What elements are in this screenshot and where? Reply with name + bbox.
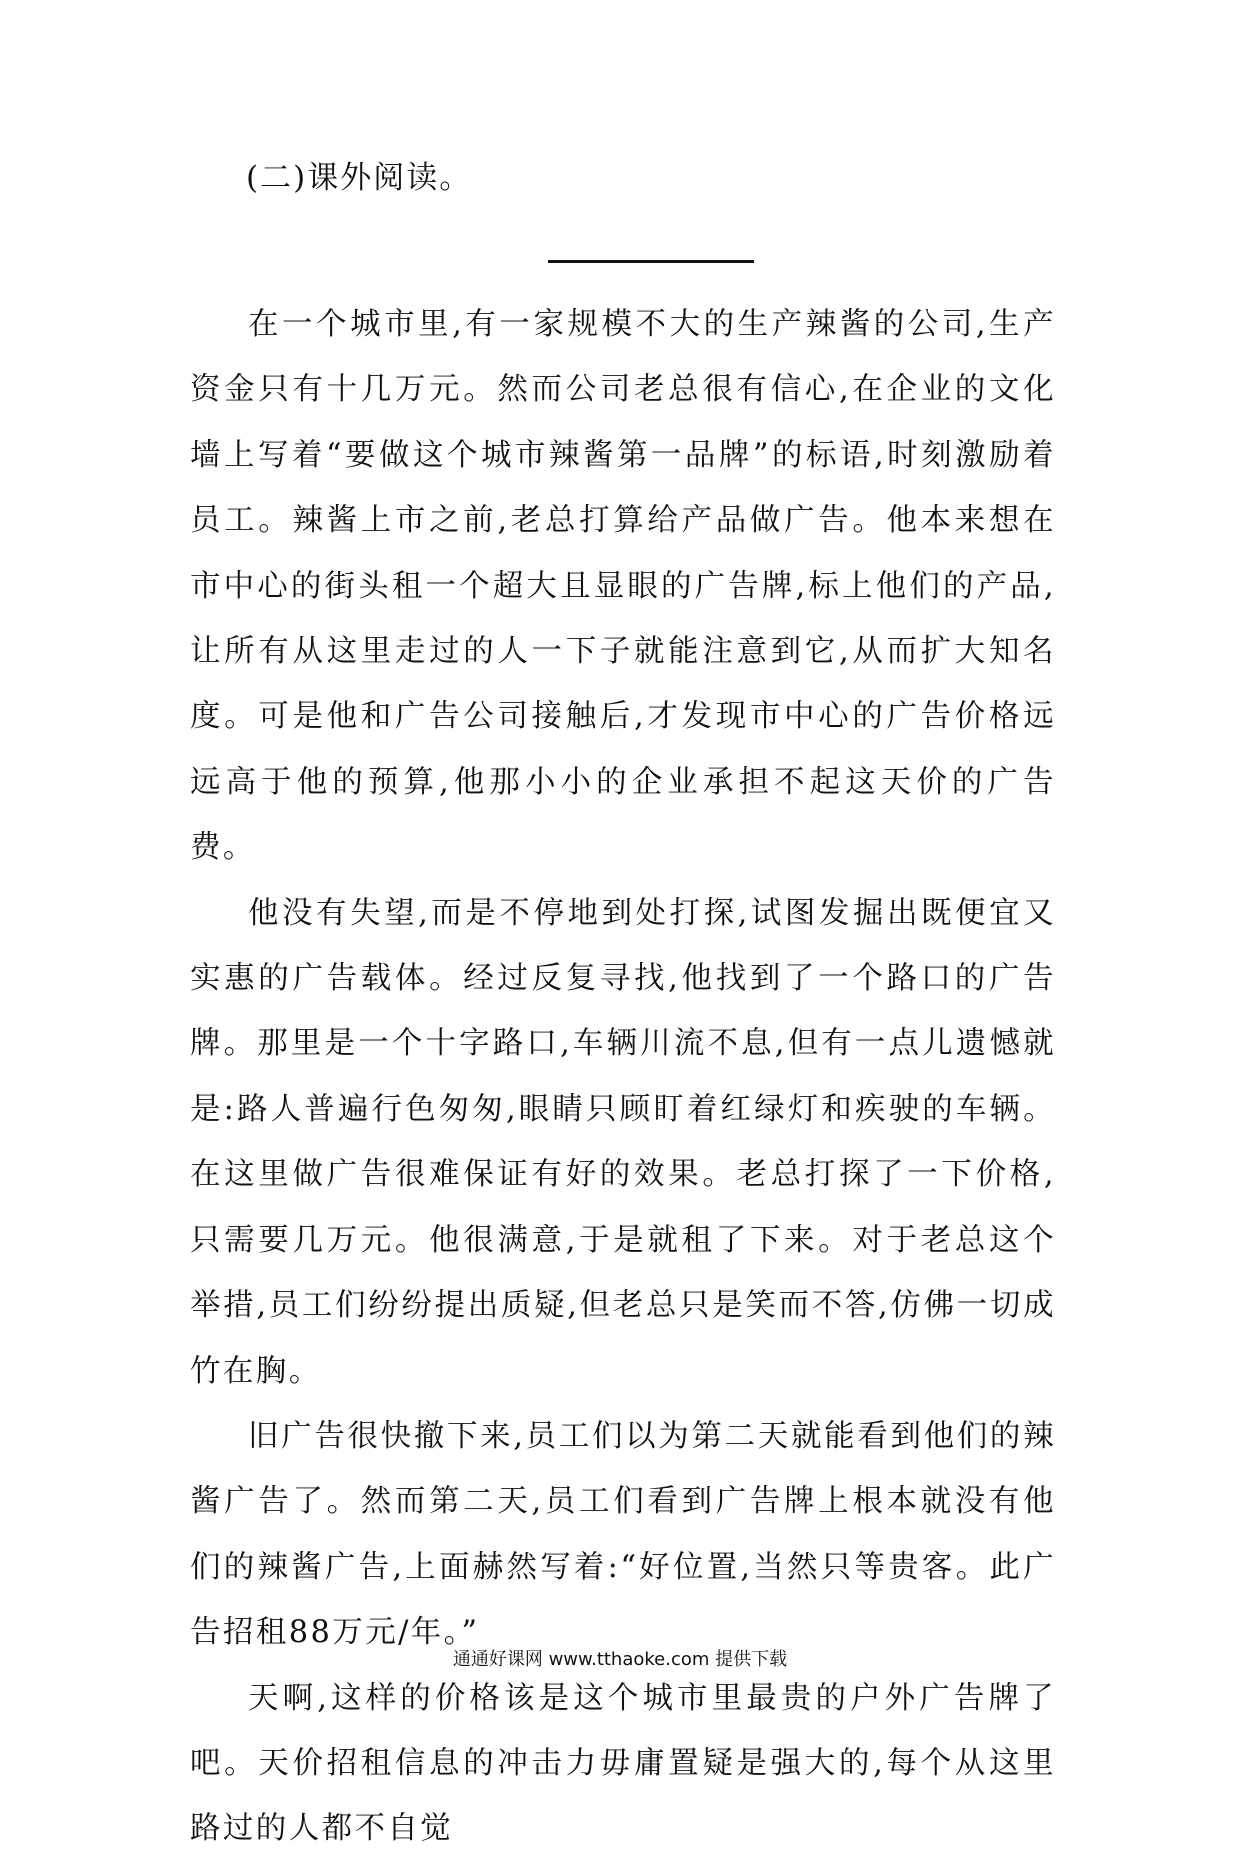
page-footer: 通通好课网 www.tthaoke.com 提供下载 xyxy=(452,1649,788,1670)
section-heading: (二)课外阅读。 xyxy=(246,160,473,196)
paragraph: 旧广告很快撤下来,员工们以为第二天就能看到他们的辣酱广告了。然而第二天,员工们看到广告牌上根本就没有他们的辣酱广告,上面赫然写着:“好位置,当然只等贵客。此广告招租88万元/年。” xyxy=(190,1418,1056,1651)
title-blank-line xyxy=(548,260,754,263)
paragraph: 他没有失望,而是不停地到处打探,试图发掘出既便宜又实惠的广告载体。经过反复寻找,他找到了一个路口的广告牌。那里是一个十字路口,车辆川流不息,但有一点儿遗憾就是:路人普遍行色匆匆,眼睛只顾盯着红绿灯和疾驶的车辆。在这里做广告很难保证有好的效果。老总打探了一下价格,只需要几万元。他很满意,于是就租了下来。对于老总这个举措,员工们纷纷提出质疑,但老总只是笑而不答,仿佛一切成竹在胸。 xyxy=(190,895,1056,1389)
article-body xyxy=(190,292,1056,1862)
paragraph: 在一个城市里,有一家规模不大的生产辣酱的公司,生产资金只有十几万元。然而公司老总很有信心,在企业的文化墙上写着“要做这个城市辣酱第一品牌”的标语,时刻激励着员工。辣酱上市之前,老总打算给产品做广告。他本来想在市中心的街头租一个超大且显眼的广告牌,标上他们的产品,让所有从这里走过的人一下子就能注意到它,从而扩大知名度。可是他和广告公司接触后,才发现市中心的广告价格远远高于他的预算,他那小小的企业承担不起这天价的广告费。 xyxy=(190,307,1056,866)
paragraph: 天啊,这样的价格该是这个城市里最贵的户外广告牌了吧。天价招租信息的冲击力毋庸置疑是强大的,每个从这里路过的人都不自觉 xyxy=(190,1680,1056,1847)
